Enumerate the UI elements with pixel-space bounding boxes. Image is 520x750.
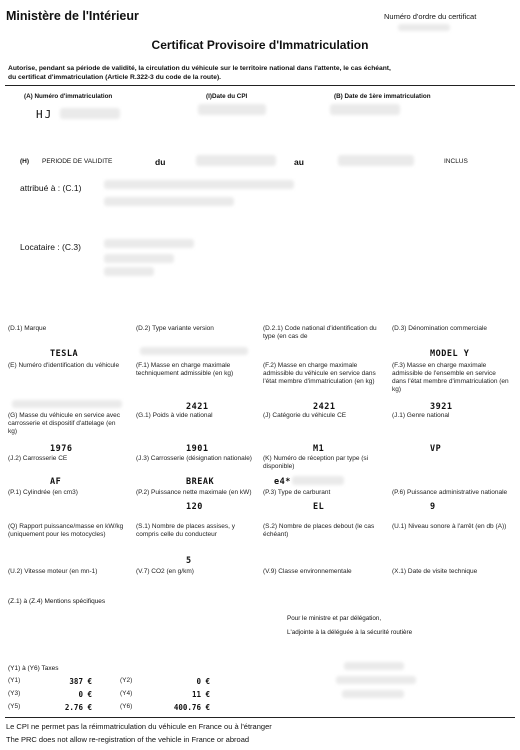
ministry-title: Ministère de l'Intérieur — [6, 9, 139, 23]
field-label: (D.2.1) Code national d'identification du type (en cas de — [263, 325, 377, 340]
field-value: MODEL Y — [430, 349, 470, 359]
validity-to-redacted — [338, 155, 414, 166]
field-value: 1901 — [186, 444, 209, 454]
field-label: (G) Masse du véhicule en service avec carrosserie et dispositif d'attelage (en kg) — [8, 412, 120, 435]
tax-amount: 2.76 € — [64, 703, 92, 712]
holder-label: attribué à : (C.1) — [20, 183, 82, 193]
tax-amount: 400.76 € — [173, 703, 210, 712]
field-value: M1 — [313, 444, 325, 454]
specific-mentions-label: (Z.1) à (Z.4) Mentions spécifiques — [8, 598, 106, 605]
authorization-line-2: du certificat d'immatriculation (Article R.322-3 du code de la route). — [8, 74, 222, 81]
first-registration-date-redacted — [330, 104, 400, 115]
field-value: 1976 — [50, 444, 73, 454]
field-value: EL — [313, 502, 325, 512]
field-label: (G.1) Poids à vide national — [136, 412, 213, 419]
field-value: VP — [430, 444, 442, 454]
field-value: AF — [50, 477, 62, 487]
field-label: (J.1) Genre national — [392, 412, 450, 419]
field-value: BREAK — [186, 477, 215, 487]
order-number-label: Numéro d'ordre du certificat — [384, 12, 477, 21]
footer-english: The PRC does not allow re-registration of the vehicle in France or abroad — [6, 735, 250, 744]
field-label: (X.1) Date de visite technique — [392, 568, 478, 575]
tax-amount: 11 € — [191, 690, 210, 699]
signature-line-2: L'adjointe à la déléguée à la sécurité routière — [287, 629, 413, 636]
validity-inclusive-label: INCLUS — [444, 158, 468, 165]
tax-code-label: (Y3) — [8, 690, 21, 697]
registration-number-value: HJ — [36, 108, 54, 121]
field-label: (V.7) CO2 (en g/km) — [136, 568, 194, 575]
field-label: (P.6) Puissance administrative nationale — [392, 489, 508, 496]
tax-amount: 387 € — [69, 677, 92, 686]
first-registration-date-label: (B) Date de 1ère immatriculation — [334, 93, 431, 100]
cpi-date-redacted — [198, 104, 266, 115]
signature-line-1: Pour le ministre et par délégation, — [287, 615, 382, 622]
tax-code-label: (Y1) — [8, 677, 21, 684]
validity-from-label: du — [155, 157, 166, 167]
field-label: (V.9) Classe environnementale — [263, 568, 352, 575]
field-label: (D.3) Dénomination commerciale — [392, 325, 488, 332]
field-label: (U.1) Niveau sonore à l'arrêt (en db (A)) — [392, 523, 507, 530]
footer-divider — [5, 717, 515, 718]
lessee-redacted-1 — [104, 239, 194, 248]
signature-redacted-3 — [342, 690, 404, 698]
field-label: (S.2) Nombre de places debout (le cas échéant) — [263, 523, 375, 538]
validity-from-redacted — [196, 155, 276, 166]
field-value: 5 — [186, 556, 192, 566]
field-label: (F.3) Masse en charge maximale admissible de l'ensemble en service dans l'état membre d'immatriculation (en kg) — [392, 362, 509, 393]
tax-code-label: (Y4) — [120, 690, 133, 697]
validity-to-label: au — [294, 157, 304, 167]
tax-code-label: (Y6) — [120, 703, 133, 710]
field-label: (F.1) Masse en charge maximale techniquement admissible (en kg) — [136, 362, 234, 377]
authorization-line-1: Autorise, pendant sa période de validité, la circulation du véhicule sur le territoire national dans l'attente, le cas échéant, — [8, 65, 391, 72]
document-title: Certificat Provisoire d'Immatriculation — [151, 38, 369, 52]
field-value: TESLA — [50, 349, 79, 359]
field-label: (P.3) Type de carburant — [263, 489, 331, 496]
order-number-redacted — [398, 24, 450, 31]
field-value: 9 — [430, 502, 436, 512]
lessee-label: Locataire : (C.3) — [20, 242, 81, 252]
validity-period-label: PERIODE DE VALIDITE — [42, 158, 113, 165]
field-label: (S.1) Nombre de places assises, y compris celle du conducteur — [136, 523, 235, 538]
tax-code-label: (Y5) — [8, 703, 21, 710]
cpi-date-label: (I)Date du CPI — [206, 93, 248, 100]
lessee-redacted-3 — [104, 267, 154, 276]
holder-redacted-1 — [104, 180, 294, 189]
top-divider — [5, 85, 515, 86]
field-label: (K) Numéro de réception par type (si disponible) — [263, 455, 369, 470]
field-label: (D.2) Type variante version — [136, 325, 214, 332]
tax-amount: 0 € — [196, 677, 210, 686]
lessee-redacted-2 — [104, 254, 174, 263]
field-value: 2421 — [313, 402, 336, 412]
registration-number-label: (A) Numéro d'immatriculation — [24, 93, 113, 100]
variant-redacted — [140, 347, 248, 355]
tax-code-label: (Y2) — [120, 677, 133, 684]
field-label: (J.3) Carrosserie (désignation nationale) — [136, 455, 252, 462]
field-label: (Q) Rapport puissance/masse en kW/kg (uniquement pour les motocycles) — [8, 523, 124, 538]
field-label: (F.2) Masse en charge maximale admissible du véhicule en service dans l'état membre d'immatriculation (en kg) — [263, 362, 376, 385]
field-value: 3921 — [430, 402, 453, 412]
field-value: 120 — [186, 502, 203, 512]
signature-redacted-1 — [344, 662, 404, 670]
field-label: (D.1) Marque — [8, 325, 47, 332]
field-label: (J) Catégorie du véhicule CE — [263, 412, 347, 419]
field-label: (J.2) Carrosserie CE — [8, 455, 68, 462]
signature-redacted-2 — [336, 676, 416, 684]
vin-redacted — [12, 400, 122, 408]
holder-redacted-2 — [104, 197, 234, 206]
footer-french: Le CPI ne permet pas la réimmatriculation du véhicule en France ou à l'étranger — [6, 722, 272, 731]
field-label: (U.2) Vitesse moteur (en mn-1) — [8, 568, 98, 575]
field-value: 2421 — [186, 402, 209, 412]
field-value: e4* — [274, 477, 291, 487]
field-label: (P.1) Cylindrée (en cm3) — [8, 489, 78, 496]
tax-amount: 0 € — [78, 690, 92, 699]
registration-number-redacted — [60, 108, 120, 119]
field-label: (E) Numéro d'identification du véhicule — [8, 362, 120, 369]
taxes-title: (Y1) à (Y6) Taxes — [8, 665, 59, 672]
type-approval-redacted — [292, 476, 344, 485]
validity-h-label: (H) — [20, 158, 30, 165]
field-label: (P.2) Puissance nette maximale (en kW) — [136, 489, 252, 496]
